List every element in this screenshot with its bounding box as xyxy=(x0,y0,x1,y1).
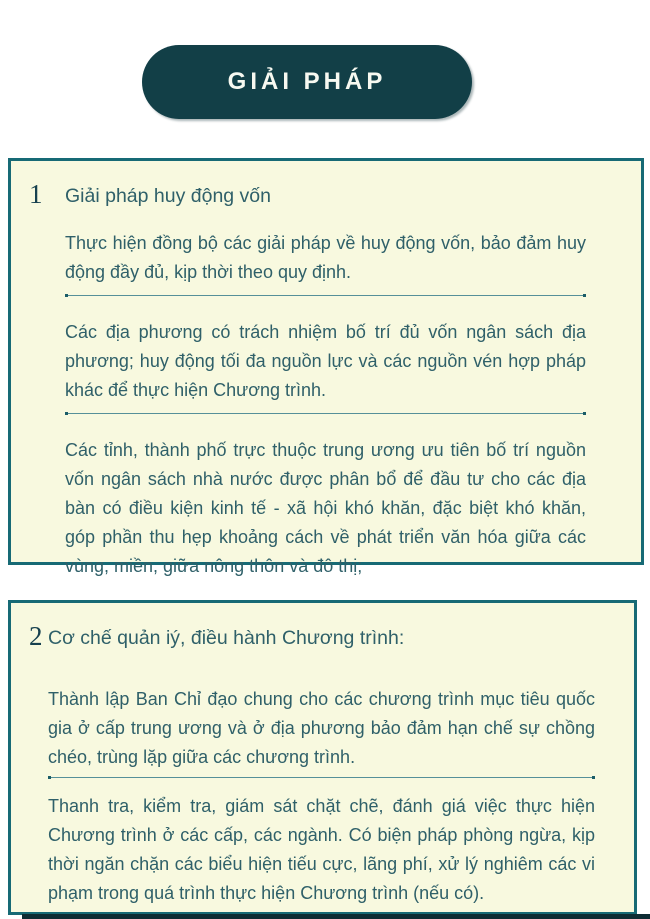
solution-card-2 xyxy=(8,600,637,915)
section-title: Giải pháp huy động vốn xyxy=(65,185,271,207)
divider xyxy=(48,777,595,778)
page-title: GIẢI PHÁP xyxy=(227,68,387,95)
paragraph: Các tỉnh, thành phố trực thuộc trung ương ưu tiên bố trí nguồn vốn ngân sách nhà nước được phân bổ để đầu tư cho các địa bàn có điều kiện kinh tế - xã hội khó khăn, đặc biệt khó khăn, góp phần thu hẹp khoảng cách về phát triển văn hóa giữa các vùng, miền, giữa nông thôn và đô thị; xyxy=(65,440,586,576)
section-number: 2 xyxy=(29,621,43,651)
divider xyxy=(65,295,586,296)
section-body xyxy=(48,625,595,908)
divider xyxy=(65,413,586,414)
bottom-cutoff-bar xyxy=(22,914,650,919)
paragraph: Thực hiện đồng bộ các giải pháp về huy động vốn, bảo đảm huy động đầy đủ, kịp thời theo quy định. xyxy=(65,233,586,282)
header-pill xyxy=(142,45,472,119)
paragraph: Thanh tra, kiểm tra, giám sát chặt chẽ, đánh giá việc thực hiện Chương trình ở các cấp, các ngành. Có biện pháp phòng ngừa, kịp thời ngăn chặn các biểu hiện tiếu cực, lãng phí, xử lý nghiêm các vi phạm trong quá trình thực hiện Chương trình (nếu có). xyxy=(48,796,595,903)
solution-card-1 xyxy=(8,158,644,576)
section-title: Cơ chế quản iý, điều hành Chương trình: xyxy=(48,627,405,649)
section-number: 1 xyxy=(29,179,43,209)
paragraph: Các địa phương có trách nhiệm bố trí đủ vốn ngân sách địa phương; huy động tối đa nguồn lực và các nguồn vén hợp pháp khác để thực hiện Chương trình. xyxy=(65,322,586,400)
section-body xyxy=(65,183,586,581)
paragraph: Thành lập Ban Chỉ đạo chung cho các chương trình mục tiêu quốc gia ở cấp trung ương và ở địa phương bảo đảm hạn chế sự chồng chéo, trùng lặp giữa các chương trình. xyxy=(48,689,595,767)
